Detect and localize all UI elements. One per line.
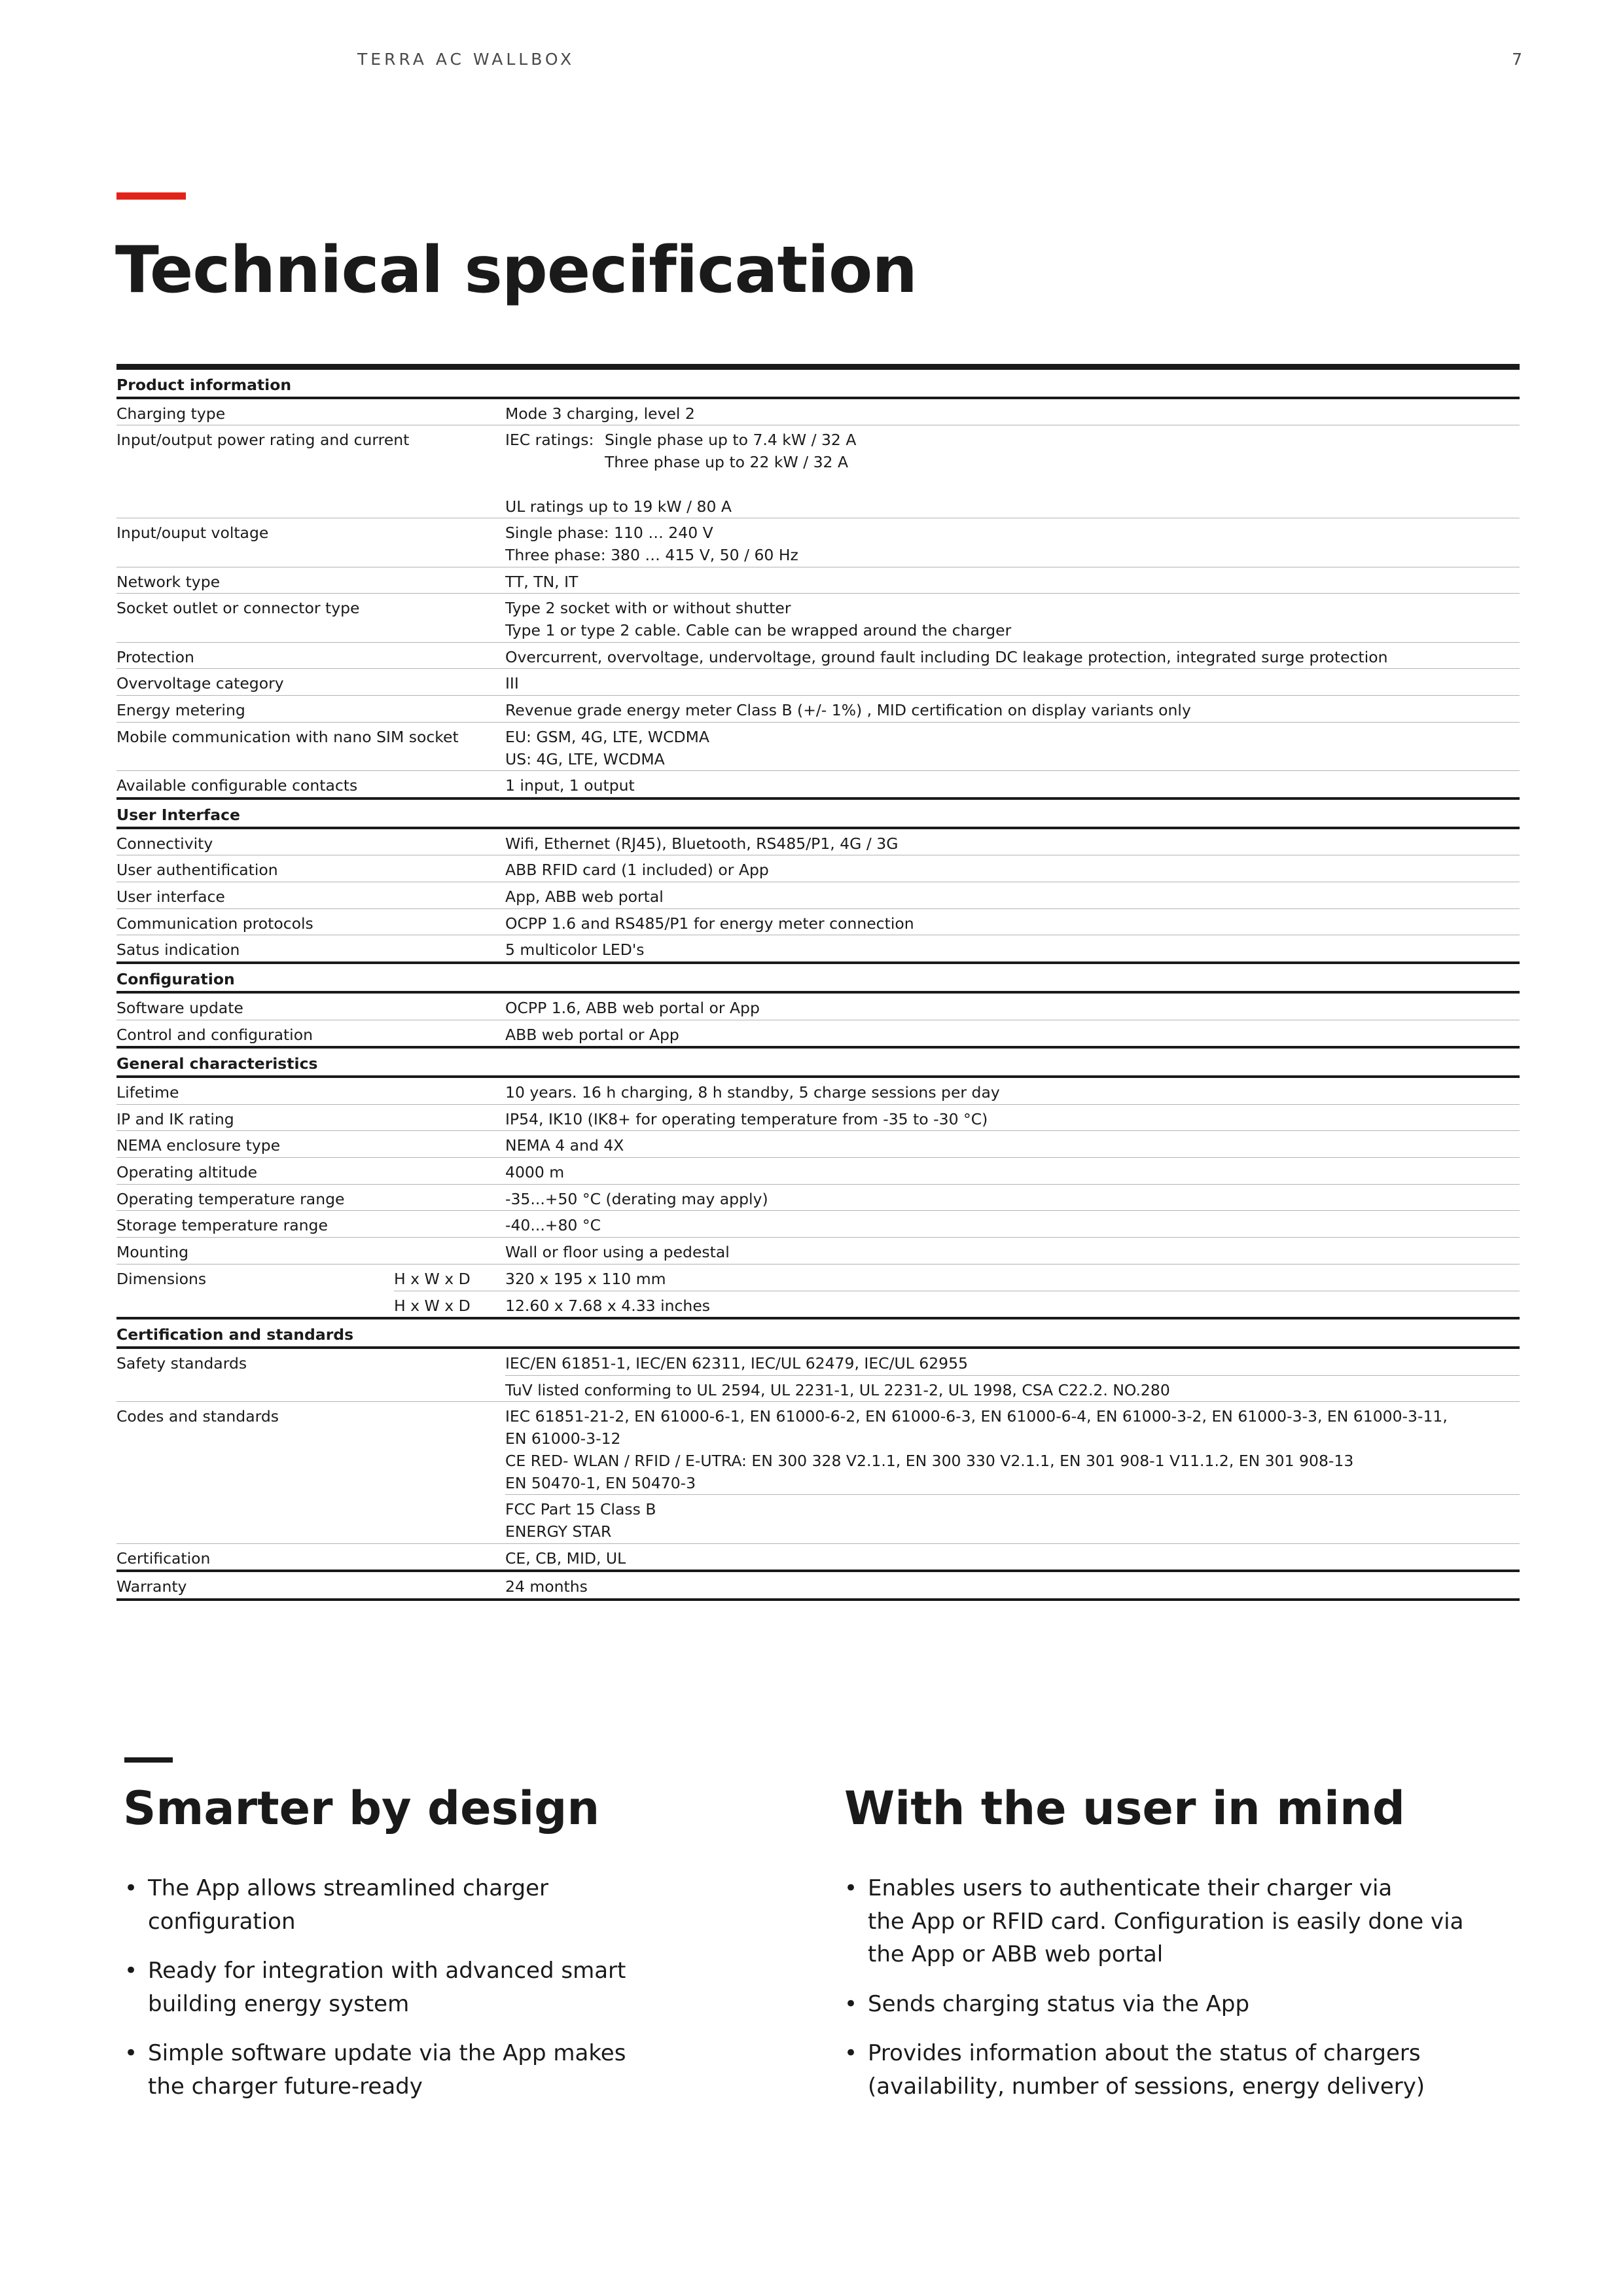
spec-label: Operating temperature range xyxy=(116,1184,505,1211)
spec-row xyxy=(116,425,1520,518)
spec-value: Wall or floor using a pedestal xyxy=(505,1238,1520,1265)
bullet-item xyxy=(844,1988,1463,2021)
spec-label: Mounting xyxy=(116,1238,505,1265)
section-title: Configuration xyxy=(116,963,1520,992)
bullet-line: • Simple software update via the App makes xyxy=(148,2040,626,2066)
section-title: User Interface xyxy=(116,798,1520,828)
spec-label: Mobile communication with nano SIM socket xyxy=(116,722,505,770)
value-line: CE RED- WLAN / RFID / E-UTRA: EN 300 328 V2.1.1, EN 300 330 V2.1.1, EN 301 908-1 V11.1.2, EN 301 908-13 xyxy=(505,1451,1354,1470)
spec-row xyxy=(116,1571,1520,1600)
spec-value: Wifi, Ethernet (RJ45), Bluetooth, RS485/P1, 4G / 3G xyxy=(505,828,1520,855)
spec-value: App, ABB web portal xyxy=(505,882,1520,909)
bullet-line: configuration xyxy=(148,1908,296,1935)
spec-row xyxy=(116,1211,1520,1238)
spec-row xyxy=(116,828,1520,855)
spec-row xyxy=(116,1077,1520,1104)
section-header xyxy=(116,963,1520,992)
spec-label: Communication protocols xyxy=(116,908,505,935)
spec-value xyxy=(505,594,1520,642)
value-line: Single phase: 110 … 240 V xyxy=(505,524,713,543)
spec-label: Certification xyxy=(116,1543,505,1571)
value-line: EN 50470-1, EN 50470-3 xyxy=(505,1473,696,1492)
spec-row xyxy=(116,594,1520,642)
spec-table xyxy=(116,364,1520,1601)
spec-value xyxy=(505,1495,1520,1543)
spec-value: -40...+80 °C xyxy=(505,1211,1520,1238)
spec-label: Storage temperature range xyxy=(116,1211,505,1238)
spec-label: Warranty xyxy=(116,1571,505,1600)
accent-dash xyxy=(116,192,186,200)
spec-label: User authentification xyxy=(116,855,505,882)
spec-label: Connectivity xyxy=(116,828,505,855)
value-line: ENERGY STAR xyxy=(505,1522,612,1541)
spec-value: ABB web portal or App xyxy=(505,1020,1520,1047)
iec-single-phase: Single phase up to 7.4 kW / 32 A xyxy=(605,431,857,450)
bullet-line: building energy system xyxy=(148,1990,410,2017)
spec-value: ABB RFID card (1 included) or App xyxy=(505,855,1520,882)
spec-row xyxy=(116,1402,1520,1495)
spec-label: Software update xyxy=(116,992,505,1020)
spec-row xyxy=(116,1264,1520,1291)
bullet-line: the charger future-ready xyxy=(148,2073,423,2100)
bullet-line: the App or RFID card. Configuration is easily done via xyxy=(868,1908,1464,1935)
spec-label: Dimensions xyxy=(116,1264,394,1318)
spec-row xyxy=(116,567,1520,594)
section-title: General characteristics xyxy=(116,1047,1520,1077)
spec-value: -35...+50 °C (derating may apply) xyxy=(505,1184,1520,1211)
spec-value: Overcurrent, overvoltage, undervoltage, ground fault including DC leakage protection, integrated surge protection xyxy=(505,642,1520,669)
spec-row xyxy=(116,398,1520,425)
spec-value: 24 months xyxy=(505,1571,1520,1600)
spec-label: Available configurable contacts xyxy=(116,771,505,798)
spec-value xyxy=(505,722,1520,770)
spec-value: NEMA 4 and 4X xyxy=(505,1131,1520,1158)
spec-label: Protection xyxy=(116,642,505,669)
spec-value: IP54, IK10 (IK8+ for operating temperature from -35 to -30 °C) xyxy=(505,1104,1520,1131)
bullet-line: (availability, number of sessions, energy delivery) xyxy=(868,2073,1425,2100)
spec-label: IP and IK rating xyxy=(116,1104,505,1131)
value-line: EN 61000-3-12 xyxy=(505,1429,621,1448)
spec-value: TuV listed conforming to UL 2594, UL 2231-1, UL 2231-2, UL 1998, CSA C22.2. NO.280 xyxy=(505,1375,1520,1402)
bullet-item xyxy=(844,1872,1463,1971)
spec-value xyxy=(505,1402,1520,1495)
section-header xyxy=(116,1318,1520,1348)
spec-label: Lifetime xyxy=(116,1077,505,1104)
iec-ratings-label: IEC ratings: xyxy=(505,431,594,450)
spec-row xyxy=(116,1158,1520,1185)
spec-row xyxy=(116,518,1520,567)
value-line: Three phase: 380 … 415 V, 50 / 60 Hz xyxy=(505,545,798,564)
spec-value: OCPP 1.6 and RS485/P1 for energy meter connection xyxy=(505,908,1520,935)
spec-label: Operating altitude xyxy=(116,1158,505,1185)
section-header xyxy=(116,367,1520,398)
spec-row xyxy=(116,722,1520,770)
spec-value: Mode 3 charging, level 2 xyxy=(505,398,1520,425)
spec-row xyxy=(116,1020,1520,1047)
spec-row xyxy=(116,696,1520,723)
spec-row xyxy=(116,1184,1520,1211)
spec-row xyxy=(116,1543,1520,1571)
spec-label: Codes and standards xyxy=(116,1402,505,1543)
bullet-line: the App or ABB web portal xyxy=(868,1941,1164,1967)
section-header xyxy=(116,798,1520,828)
value-line: EU: GSM, 4G, LTE, WCDMA xyxy=(505,727,709,746)
value-line: FCC Part 15 Class B xyxy=(505,1500,656,1519)
spec-row xyxy=(116,669,1520,696)
dimension-sub-label: H x W x D xyxy=(394,1291,505,1318)
spec-label: Energy metering xyxy=(116,696,505,723)
spec-value: 10 years. 16 h charging, 8 h standby, 5 charge sessions per day xyxy=(505,1077,1520,1104)
spec-value: 5 multicolor LED's xyxy=(505,935,1520,963)
section-title: Certification and standards xyxy=(116,1318,1520,1348)
spec-value: TT, TN, IT xyxy=(505,567,1520,594)
user-mind-heading: With the user in mind xyxy=(844,1782,1405,1835)
value-line: US: 4G, LTE, WCDMA xyxy=(505,749,665,768)
spec-row xyxy=(116,992,1520,1020)
bullet-line: • Enables users to authenticate their charger via xyxy=(868,1875,1393,1901)
bullet-line: • The App allows streamlined charger xyxy=(148,1875,548,1901)
bullet-line: • Sends charging status via the App xyxy=(868,1990,1250,2017)
dimension-sub-label: H x W x D xyxy=(394,1264,505,1291)
smarter-bullets xyxy=(124,1872,626,2119)
spec-label: Charging type xyxy=(116,398,505,425)
section-dash xyxy=(124,1757,173,1763)
spec-value: 4000 m xyxy=(505,1158,1520,1185)
spec-row xyxy=(116,855,1520,882)
bullet-item xyxy=(124,1954,626,2020)
spec-label: Overvoltage category xyxy=(116,669,505,696)
spec-row xyxy=(116,908,1520,935)
spec-row xyxy=(116,1348,1520,1375)
bullet-item xyxy=(844,2037,1463,2103)
section-title: Product information xyxy=(116,367,1520,398)
value-line: Type 2 socket with or without shutter xyxy=(505,599,791,618)
spec-row xyxy=(116,882,1520,909)
spec-row xyxy=(116,771,1520,798)
spec-value: 320 x 195 x 110 mm xyxy=(505,1264,1520,1291)
spec-row xyxy=(116,1104,1520,1131)
spec-label: Control and configuration xyxy=(116,1020,505,1047)
spec-label: Input/ouput voltage xyxy=(116,518,505,567)
bullet-line: • Provides information about the status of chargers xyxy=(868,2040,1421,2066)
spec-label: Network type xyxy=(116,567,505,594)
page-number: 7 xyxy=(1512,50,1522,69)
spec-label: User interface xyxy=(116,882,505,909)
spec-value xyxy=(505,518,1520,567)
spec-label: Socket outlet or connector type xyxy=(116,594,505,642)
spec-label: NEMA enclosure type xyxy=(116,1131,505,1158)
spec-row xyxy=(116,642,1520,669)
user-mind-bullets xyxy=(844,1872,1463,2119)
value-line: Type 1 or type 2 cable. Cable can be wrapped around the charger xyxy=(505,621,1012,640)
spec-label: Satus indication xyxy=(116,935,505,963)
spec-row xyxy=(116,935,1520,963)
bullet-item xyxy=(124,2037,626,2103)
ul-ratings: UL ratings up to 19 kW / 80 A xyxy=(505,497,732,516)
spec-value: III xyxy=(505,669,1520,696)
bullet-item xyxy=(124,1872,626,1938)
smarter-heading: Smarter by design xyxy=(123,1782,600,1835)
spec-label: Safety standards xyxy=(116,1348,505,1402)
spec-value: IEC/EN 61851-1, IEC/EN 62311, IEC/UL 62479, IEC/UL 62955 xyxy=(505,1348,1520,1375)
section-header xyxy=(116,1047,1520,1077)
iec-three-phase: Three phase up to 22 kW / 32 A xyxy=(605,453,849,472)
bullet-line: • Ready for integration with advanced smart xyxy=(148,1958,626,1984)
spec-value: 1 input, 1 output xyxy=(505,771,1520,798)
spec-value: Revenue grade energy meter Class B (+/- 1%) , MID certification on display variants only xyxy=(505,696,1520,723)
document-header-title: TERRA AC WALLBOX xyxy=(357,50,575,69)
spec-value: CE, CB, MID, UL xyxy=(505,1543,1520,1571)
value-line: IEC 61851-21-2, EN 61000-6-1, EN 61000-6-2, EN 61000-6-3, EN 61000-6-4, EN 61000-3-2, EN 61000-3-3, EN 61000-3-11, xyxy=(505,1407,1448,1426)
page-title: Technical specification xyxy=(115,233,918,308)
spec-row xyxy=(116,1131,1520,1158)
spec-value: OCPP 1.6, ABB web portal or App xyxy=(505,992,1520,1020)
spec-value: 12.60 x 7.68 x 4.33 inches xyxy=(505,1291,1520,1318)
spec-value xyxy=(505,425,1520,518)
spec-label: Input/output power rating and current xyxy=(116,425,505,518)
spec-row xyxy=(116,1238,1520,1265)
